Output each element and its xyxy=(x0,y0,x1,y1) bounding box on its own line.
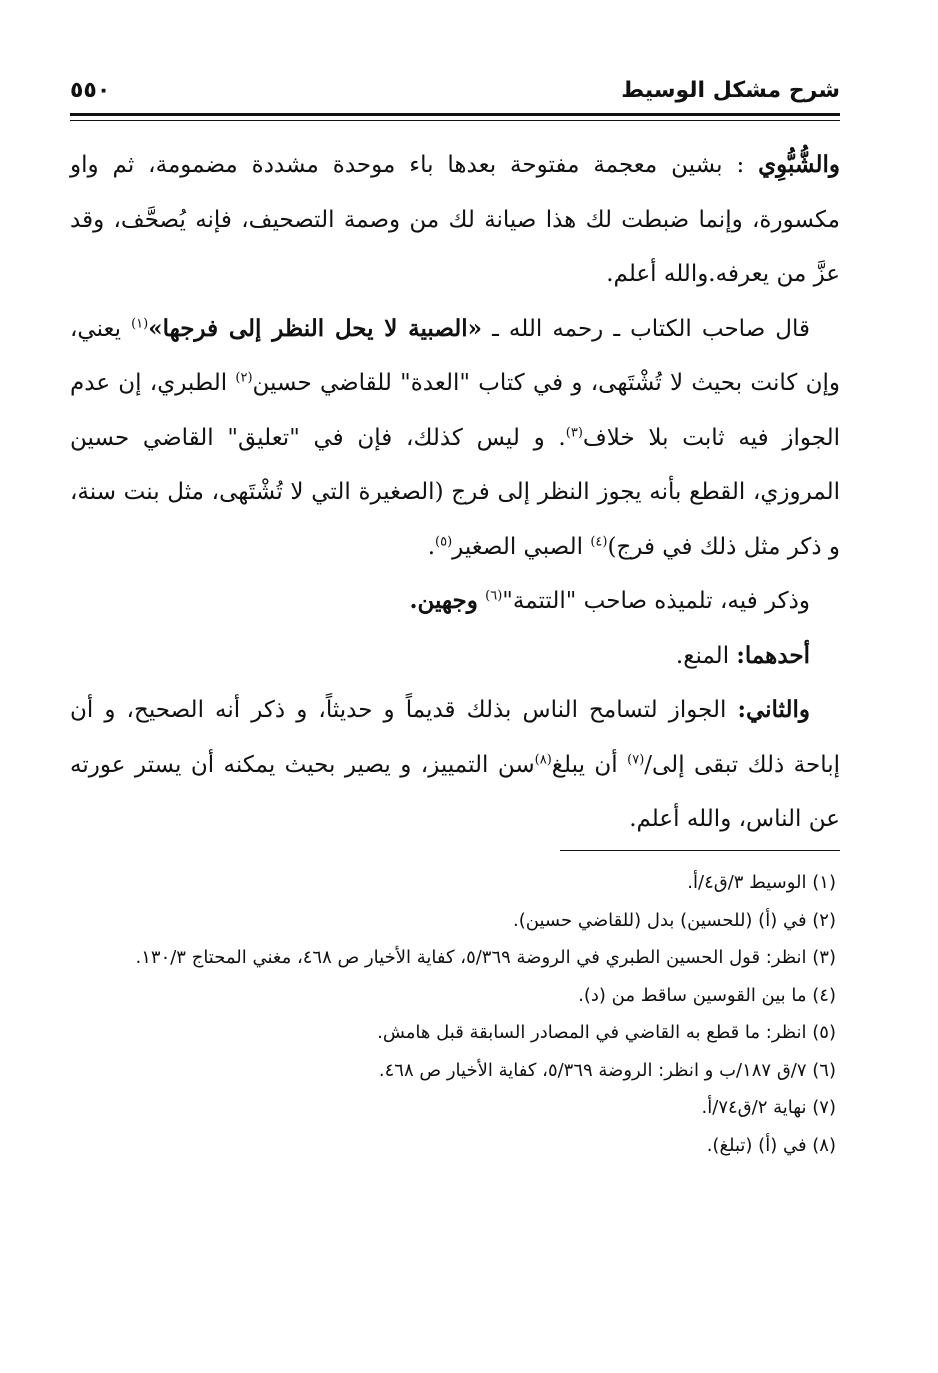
second-view-term: والثاني: xyxy=(737,696,810,723)
paragraph-5 xyxy=(70,683,840,847)
page-number: ٥٥٠ xyxy=(70,78,111,103)
header-rule-thick xyxy=(70,113,840,116)
page-header xyxy=(70,70,840,110)
second-view-text-a: الجواز لتسامح الناس بذلك قديماً و حديثاً، و ذكر أنه الصحيح، و أن إباحة ذلك تبقى إلى/ xyxy=(70,697,840,778)
footnote-5: (٥) انظر: ما قطع به القاضي في المصادر السابقة قبل هامش. xyxy=(377,1022,836,1043)
footnote-ref-4[interactable]: (٤) xyxy=(590,533,608,549)
main-text xyxy=(70,138,840,847)
first-view-text: المنع. xyxy=(675,642,730,669)
two-views-term: وجهين. xyxy=(409,587,478,614)
footnote-ref-8[interactable]: (٨) xyxy=(534,751,552,767)
footnotes xyxy=(70,864,836,1164)
paragraph-2 xyxy=(70,302,840,575)
footnote-1: (١) الوسيط ٣/ق٤/أ. xyxy=(687,872,836,893)
footnote-7: (٧) نهاية ٢/ق٧٤/أ. xyxy=(701,1097,836,1118)
footnote-ref-7[interactable]: (٧) xyxy=(627,751,645,767)
second-view-text-c: سن التمييز، و يصير بحيث يمكنه أن يستر عورته عن الناس، والله أعلم. xyxy=(70,751,840,832)
footnote-ref-3[interactable]: (٣) xyxy=(565,424,583,440)
paragraph-2-text-c: الطبري، إن عدم الجواز فيه ثابت بلا خلاف xyxy=(70,370,841,451)
paragraph-3-text: وذكر فيه، تلميذه صاحب "التتمة" xyxy=(502,588,810,614)
paragraph-1-text: : بشين معجمة مفتوحة بعدها باء موحدة مشددة مضمومة، ثم واو مكسورة، وإنما ضبطت لك هذا صيانة لك من وصمة التصحيف، فإنه يُصحَّف، وقد عزَّ من يعرفه.والله أعلم. xyxy=(70,152,840,287)
footnote-8: (٨) في (أ) (تبلغ). xyxy=(706,1134,836,1156)
footnote-3: (٣) انظر: قول الحسين الطبري في الروضة ٥/٣٦٩، كفاية الأخيار ص ٤٦٨، مغني المحتاج ١٣٠/٣. xyxy=(135,947,836,968)
quoted-ruling: «الصبية لا يحل النظر إلى فرجها» xyxy=(148,314,483,342)
paragraph-2-end: . xyxy=(427,533,436,560)
running-title: شرح مشكل الوسيط xyxy=(621,78,840,103)
paragraph-2-text-b: يعني، وإن كانت بحيث لا تُشْتَهى، و في كتاب "العدة" للقاضي حسين xyxy=(70,315,841,396)
footnote-ref-1[interactable]: (١) xyxy=(131,315,149,331)
paragraph-1 xyxy=(70,138,840,302)
author-attribution: قال صاحب الكتاب ـ رحمه الله ـ xyxy=(492,315,810,342)
footnote-ref-2[interactable]: (٢) xyxy=(235,370,253,386)
paragraph-3 xyxy=(70,574,840,629)
footnote-4: (٤) ما بين القوسين ساقط من (د). xyxy=(578,984,836,1006)
first-view-term: أحدهما: xyxy=(736,641,810,669)
term-shubbawi: والشُّبُّوِي xyxy=(758,151,840,178)
paragraph-2-text-d: . و ليس كذلك، فإن في "تعليق" القاضي حسين المروزي، القطع بأنه يجوز النظر إلى فرج (الصغيرة التي لا تُشْتَهى، مثل بنت سنة، و ذكر مثل ذلك في فرج) xyxy=(70,424,840,560)
footnote-ref-5[interactable]: (٥) xyxy=(435,533,453,549)
paragraph-4 xyxy=(70,629,840,684)
footnote-separator xyxy=(560,850,840,851)
footnote-2: (٢) في (أ) (للحسين) بدل (للقاضي حسين). xyxy=(513,909,836,931)
footnote-6: (٦) ٧/ق ١٨٧/ب و انظر: الروضة ٥/٣٦٩، كفاية الأخيار ص ٤٦٨. xyxy=(378,1059,836,1081)
second-view-text-b: أن يبلغ xyxy=(551,751,618,778)
paragraph-2-text-e: الصبي الصغير xyxy=(452,533,584,560)
header-rule-thin xyxy=(70,120,840,121)
footnote-ref-6[interactable]: (٦) xyxy=(485,588,503,604)
